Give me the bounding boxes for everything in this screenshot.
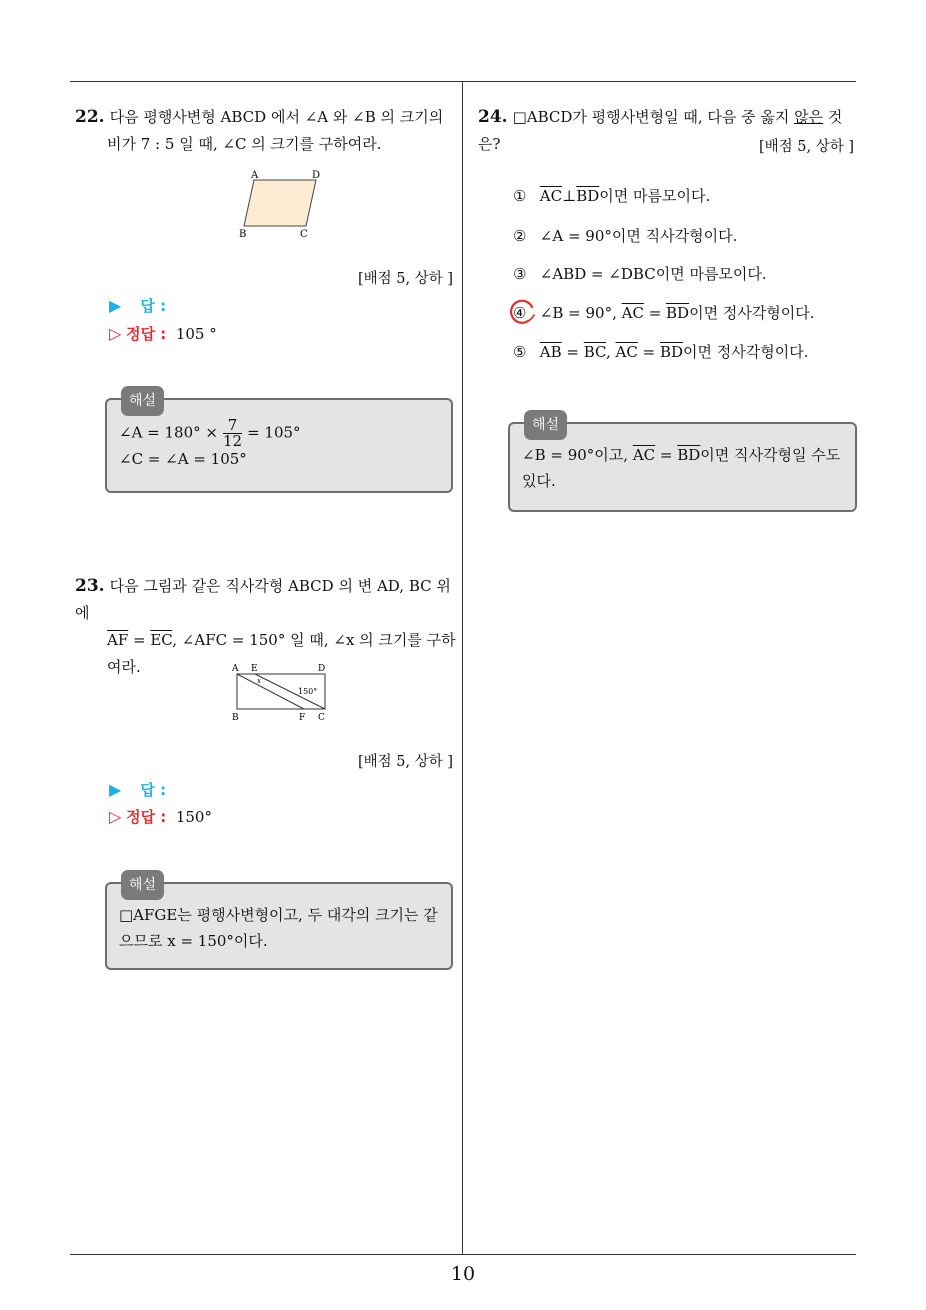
segment: $\overline{AC}$ bbox=[615, 343, 638, 361]
symbol: = bbox=[655, 446, 678, 464]
vertex-label-c: C bbox=[318, 713, 325, 723]
answer-label: 답 : bbox=[140, 781, 167, 799]
solution-text: 이면 직사각형일 수도 bbox=[700, 446, 841, 464]
correct-label: 정답 : bbox=[126, 325, 167, 343]
solution-line bbox=[522, 442, 843, 468]
solution-tag: 해설 bbox=[121, 870, 164, 900]
equals: = bbox=[128, 631, 151, 649]
score-label: [배점 5, 상하 ] bbox=[357, 754, 453, 770]
question-number: 23. bbox=[75, 576, 105, 596]
segment: $\overline{BD}$ bbox=[576, 187, 600, 205]
score-label: [배점 5, 상하 ] bbox=[357, 271, 453, 287]
option-number: ① bbox=[513, 187, 527, 205]
segment-af-line bbox=[237, 674, 304, 709]
top-rule bbox=[70, 81, 856, 82]
correct-value: 105 ° bbox=[175, 325, 217, 343]
fraction-denominator: 12 bbox=[222, 432, 243, 450]
solution-text: = 105° bbox=[247, 423, 301, 442]
page-number: 10 bbox=[450, 1263, 476, 1285]
question-text: □ABCD가 평행사변형일 때, 다음 중 옳지 bbox=[512, 108, 795, 126]
answer-row bbox=[109, 779, 166, 800]
symbol: = bbox=[643, 304, 667, 322]
option-number: ⑤ bbox=[513, 343, 527, 361]
vertex-label-a: A bbox=[232, 664, 239, 674]
fraction bbox=[223, 418, 242, 449]
option-text: 이면 정사각형이다. bbox=[683, 343, 809, 361]
option-text: ∠B = 90°, bbox=[539, 304, 622, 322]
solution-text: ∠A = 180° × bbox=[119, 423, 218, 442]
solution-line: ∠C = ∠A = 105° bbox=[119, 450, 247, 468]
segment-af: $\overline{AF}$ bbox=[107, 631, 129, 649]
angle-label-x: x bbox=[257, 677, 261, 685]
vertex-label-f: F bbox=[299, 713, 306, 723]
vertex-label-d: D bbox=[312, 170, 321, 181]
question-number: 24. bbox=[478, 107, 508, 127]
segment: $\overline{AC}$ bbox=[539, 187, 563, 205]
vertex-label-a: A bbox=[251, 170, 259, 181]
question-number: 22. bbox=[75, 107, 105, 127]
option-number: ④ bbox=[513, 304, 527, 322]
correct-value: 150° bbox=[175, 808, 212, 826]
parallelogram-shape bbox=[244, 180, 316, 226]
segment: $\overline{AC}$ bbox=[632, 446, 656, 464]
score-label: [배점 5, 상하 ] bbox=[758, 139, 854, 155]
solution-line: 으므로 x = 150°이다. bbox=[119, 932, 268, 950]
question-emphasis: 않은 bbox=[794, 108, 824, 126]
segment: $\overline{BD}$ bbox=[659, 343, 684, 361]
solution-line: □AFGE는 평행사변형이고, 두 대각의 크기는 같 bbox=[119, 906, 438, 924]
vertex-label-d: D bbox=[318, 664, 326, 674]
option-number: ② bbox=[513, 227, 527, 245]
solution-box bbox=[508, 417, 857, 512]
question-22 bbox=[75, 104, 460, 158]
question-text: 것은? bbox=[478, 108, 843, 153]
question-text-rest: , ∠AFC = 150° 일 때, ∠x 의 크기를 구하 bbox=[172, 631, 456, 649]
option-2[interactable] bbox=[513, 225, 737, 246]
segment: $\overline{BC}$ bbox=[583, 343, 606, 361]
symbol: = bbox=[637, 343, 660, 361]
triangle-arrow-icon: ▷ bbox=[109, 324, 122, 343]
vertex-label-b: B bbox=[239, 229, 247, 240]
angle-label-150: 150° bbox=[298, 687, 318, 696]
vertex-label-b: B bbox=[232, 713, 239, 723]
solution-text: ∠B = 90°이고, bbox=[522, 446, 633, 464]
rectangle-figure bbox=[228, 660, 338, 724]
symbol: = bbox=[561, 343, 584, 361]
segment: $\overline{BD}$ bbox=[677, 446, 701, 464]
answer-label: 답 : bbox=[140, 297, 167, 315]
correct-label: 정답 : bbox=[126, 808, 167, 826]
vertex-label-e: E bbox=[251, 664, 258, 674]
symbol: , bbox=[606, 343, 616, 361]
vertex-label-c: C bbox=[300, 229, 308, 240]
play-arrow-icon: ▶ bbox=[109, 296, 122, 315]
bottom-rule bbox=[70, 1254, 856, 1255]
answer-row bbox=[109, 295, 166, 316]
option-1[interactable] bbox=[513, 185, 710, 206]
option-text: ∠ABD = ∠DBC이면 마름모이다. bbox=[539, 265, 767, 283]
triangle-arrow-icon: ▷ bbox=[109, 807, 122, 826]
question-text: 다음 그림과 같은 직사각형 ABCD 의 변 AD, BC 위에 bbox=[75, 577, 451, 622]
solution-tag: 해설 bbox=[121, 386, 164, 416]
segment: $\overline{AB}$ bbox=[539, 343, 562, 361]
correct-answer-row bbox=[109, 323, 217, 344]
solution-line: 있다. bbox=[522, 472, 556, 490]
option-text: 이면 마름모이다. bbox=[599, 187, 711, 205]
solution-tag: 해설 bbox=[524, 410, 567, 440]
question-text: 비가 7 : 5 일 때, ∠C 의 크기를 구하여라. bbox=[107, 135, 382, 153]
question-text: 다음 평행사변형 ABCD 에서 ∠A 와 ∠B 의 크기의 bbox=[109, 108, 444, 126]
parallelogram-figure bbox=[234, 168, 354, 240]
play-arrow-icon: ▶ bbox=[109, 780, 122, 799]
solution-box bbox=[105, 393, 453, 493]
option-3[interactable] bbox=[513, 263, 767, 284]
correct-answer-row bbox=[109, 806, 212, 827]
option-5[interactable] bbox=[513, 341, 809, 362]
question-text: 여라. bbox=[107, 658, 141, 676]
segment: $\overline{AC}$ bbox=[621, 304, 644, 322]
column-divider bbox=[462, 81, 463, 1255]
solution-box bbox=[105, 877, 453, 970]
symbol: ⊥ bbox=[562, 187, 577, 205]
segment: $\overline{BD}$ bbox=[666, 304, 690, 322]
solution-line bbox=[119, 418, 439, 449]
option-4[interactable] bbox=[513, 302, 815, 323]
option-text: ∠A = 90°이면 직사각형이다. bbox=[539, 227, 738, 245]
segment-ec: $\overline{EC}$ bbox=[150, 631, 173, 649]
option-number: ③ bbox=[513, 265, 527, 283]
option-text: 이면 정사각형이다. bbox=[689, 304, 815, 322]
question-text bbox=[75, 627, 460, 654]
fraction-numerator: 7 bbox=[227, 416, 238, 434]
